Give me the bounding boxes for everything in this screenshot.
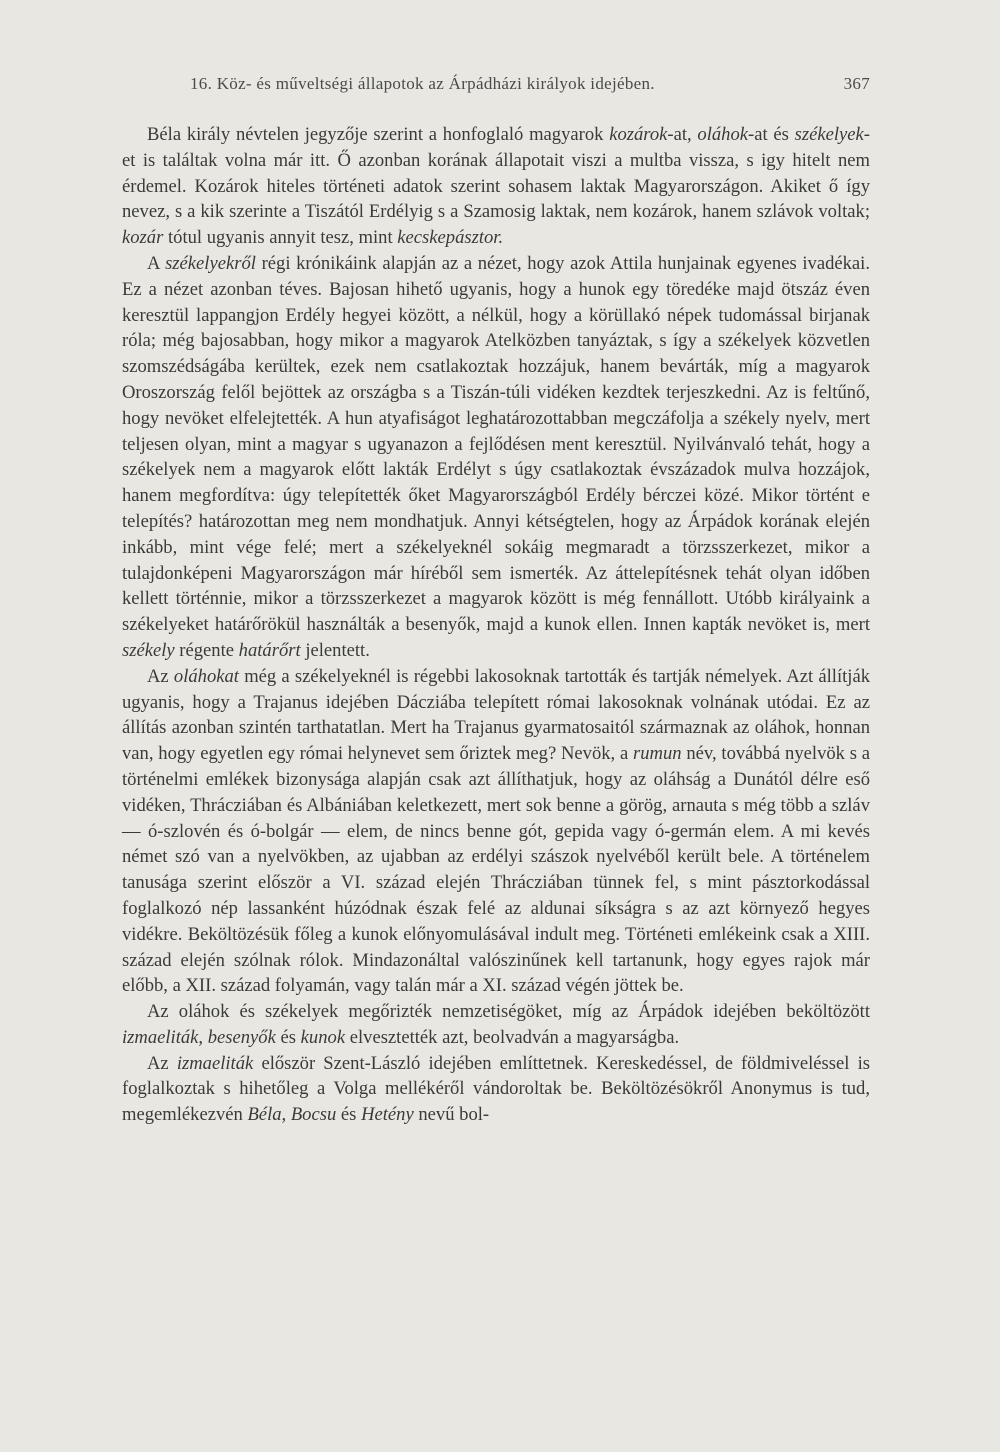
text-run: nevű bol- (413, 1104, 490, 1126)
text-run: és (336, 1104, 362, 1126)
paragraph (122, 122, 870, 251)
italic-term: rumun (633, 743, 682, 765)
italic-term: kecskepásztor. (397, 227, 504, 249)
body-text (122, 122, 870, 1128)
text-run: Az oláhok és székelyek megőrizték nemzetiségöket, míg az Árpádok idejében beköltözött (147, 1001, 870, 1023)
text-run: Az (147, 1052, 177, 1074)
italic-term: Béla, Bocsu (247, 1104, 337, 1126)
text-run: régi krónikáink alapján az a nézet, hogy azok Attila hunjainak egyenes ivadékai. Ez a nézet azonban téves. Bajosan hihető ugyanis, hogy a hunok egy töredéke majd ötszáz éven keresztül lappangjon Erdély hegyei között, a nélkül, hogy a körüllakó népek tudomással birjanak róla; még bajosabban, hogy mikor a magyarok Atelközben tanyáztak, s így a székelyek közvetlen szomszédságába kerültek, ezek nem csatlakoztak hozzájuk, hanem bevárták, míg a magyarok Oroszország felől bejöttek az országba s a Tiszán-túli vidéken kezdtek terjeszkedni. Az is feltűnő, hogy nevöket elfelejtették. A hun atyafiságot leghatározottabban megczáfolja a székely nyelv, mert teljesen olyan, mint a magyar s ugyanazon a fejlődésen ment keresztül. Nyilvánvaló tehát, hogy a székelyek nem a magyarok előtt lakták Erdélyt s úgy csatlakoztak évszázadok mulva hozzájok, hanem megfordítva: úgy telepítették őket Magyarországból Erdély bérczei közé. Mikor történt e telepítés? határozottan meg nem mondhatjuk. Annyi kétségtelen, hogy az Árpádok korának elején inkább, mint vége felé; mert a székelyeknél sokáig megmaradt a törzsszerkezet, mikor a tulajdonképeni Magyarországon már híréből sem ismerték. Az áttelepítésnek tehát olyan időben kellett történnie, mikor a törzsszerkezet a magyarok között is még fennállott. Utóbb királyaink a székelyeket határőrökül használták a besenyők, majd a kunok ellen. Innen kapták nevöket is, mert (122, 252, 870, 636)
page-number: 367 (843, 74, 870, 93)
italic-term: izmaeliták (176, 1052, 254, 1074)
italic-term: kozár (122, 227, 164, 249)
text-run: -at és (748, 124, 795, 145)
text-run: tótul ugyanis annyit tesz, mint (163, 227, 398, 249)
italic-term: izmaeliták, besenyők (122, 1026, 276, 1048)
italic-term: kozárok (609, 124, 668, 145)
italic-term: Hetény (361, 1104, 414, 1126)
italic-term: székelyekről (165, 252, 256, 274)
text-run: még a székelyeknél is régebbi lakosoknak tartották és tartják némelyek. Azt állítják ugyanis, hogy a Trajanus idejében Dácziába telepített római lakosoknak volnának utódai. Ez az állítás azonban szintén tarthatatlan. Mert ha Trajanus gyarmatosaitól származnak az oláhok, honnan van, hogy egyetlen egy római helynevet sem őriztek meg? Nevök, a (122, 665, 870, 765)
running-head-title: 16. Köz- és műveltségi állapotok az Árpádházi királyok idejében. (190, 74, 655, 93)
paragraph (122, 664, 870, 999)
paragraph (122, 1051, 870, 1128)
text-run: Béla király névtelen jegyzője szerint a honfoglaló magyarok (147, 124, 610, 145)
text-run: és (275, 1026, 301, 1048)
italic-term: székely (122, 639, 175, 661)
text-run: régente (174, 639, 239, 661)
paragraph (122, 999, 870, 1051)
text-run: -et is találtak volna már itt. Ő azonban korának állapotait viszi a multba vissza, s igy hitelt nem érdemel. Kozárok hiteles történeti adatok szerint sohasem laktak Magyarországon. Akiket ő így nevez, s a kik szerinte a Tiszától Erdélyig s a Szamosig laktak, nem kozárok, hanem szlávok voltak; (122, 124, 870, 223)
text-run: elvesztették azt, beolvadván a magyarságba. (345, 1026, 680, 1048)
text-run: név, továbbá nyelvök s a történelmi emlékek bizonysága alapján csak azt állíthatjuk, hogy az oláhság a Dunától délre eső vidéken, Thrácziában és Albániában keletkezett, mert sok benne a görög, arnauta s még több a szláv — ó-szlovén és ó-bolgár — elem, de nincs benne gót, gepida vagy ó-germán elem. A mi kevés német szó van a nyelvökben, az ujabban az erdélyi szászok nyelvéből került bele. A történelem tanusága szerint először a VI. század elején Thrácziában tünnek fel, s mint pásztorkodással foglalkozó nép lassanként húzódnak észak felé az aldunai síkságra s az azt környező hegyes vidékre. Beköltözésük főleg a kunok előnyomulásával indult meg. Történeti emlékeink csak a XIII. század elején szólnak rólok. Mindazonáltal valószinűnek kell tartanunk, hogy egyes rajok már előbb, a XII. század folyamán, vagy talán már a XI. század végén jöttek be. (122, 743, 870, 997)
italic-term: oláhok (697, 124, 748, 145)
italic-term: oláhokat (173, 665, 239, 687)
paragraph (122, 251, 870, 664)
text-run: -at, (667, 124, 698, 145)
text-run: Az (147, 665, 174, 687)
text-run: először Szent-László idejében említtetnek. Kereskedéssel, de földmiveléssel is foglalkoztak s hihetőleg a Volga mellékéről vándoroltak be. Beköltözésökről Anonymus is tud, megemlékezvén (122, 1052, 870, 1126)
italic-term: határőrt (238, 639, 301, 661)
italic-term: kunok (300, 1026, 346, 1048)
text-run: jelentett. (300, 639, 370, 661)
italic-term: székelyek (794, 124, 864, 145)
text-run: A (147, 252, 166, 274)
